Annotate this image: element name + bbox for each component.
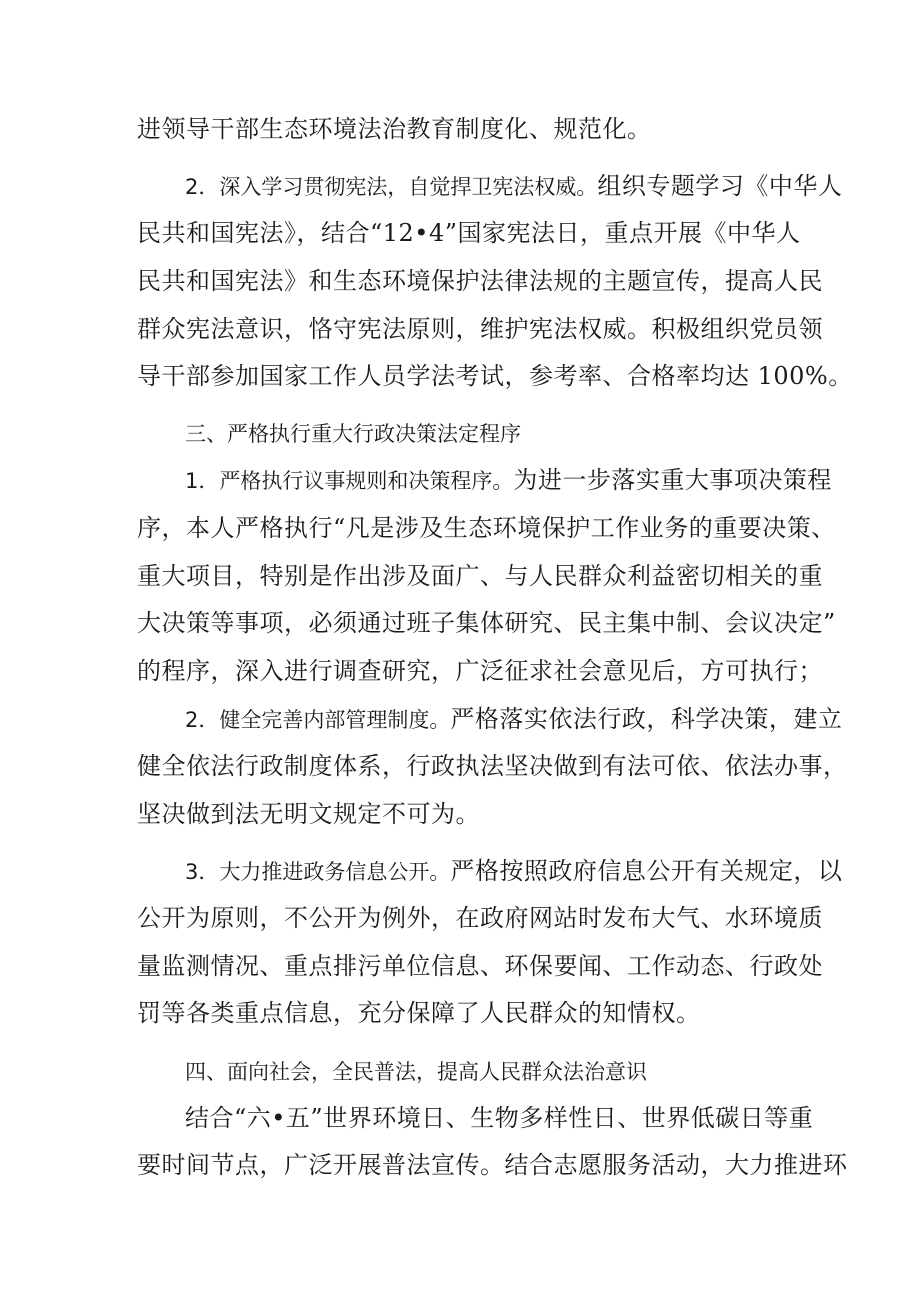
section-heading: 三、严格执行重大行政决策法定程序: [185, 422, 521, 446]
paragraph-line: 导干部参加国家工作人员学法考试，参考率、合格率均达 100%。: [137, 362, 853, 390]
section-heading: 四、面向社会，全民普法，提高人民群众法治意识: [185, 1060, 647, 1084]
paragraph-line: 民共和国宪法》和生态环境保护法律法规的主题宣传，提高人民: [137, 267, 823, 295]
paragraph-line: 的程序，深入进行调查研究，广泛征求社会意见后，方可执行；: [137, 657, 823, 685]
paragraph-first-line: [185, 855, 843, 887]
paragraph-text: 为进一步落实重大事项决策程: [513, 466, 832, 494]
paragraph-text: 严格按照政府信息公开有关规定，以: [450, 857, 843, 885]
paragraph-line: 序，本人严格执行“凡是涉及生态环境保护工作业务的重要决策、: [137, 514, 836, 542]
paragraph-line: 量监测情况、重点排污单位信息、环保要闻、工作动态、行政处: [137, 952, 823, 980]
paragraph-line: 坚决做到法无明文规定不可为。: [137, 800, 480, 828]
paragraph-line: 要时间节点，广泛开展普法宣传。结合志愿服务活动，大力推进环: [137, 1151, 848, 1179]
paragraph-text: 组织专题学习《中华人: [597, 172, 843, 200]
paragraph-line: 罚等各类重点信息，充分保障了人民群众的知情权。: [137, 999, 701, 1027]
paragraph-first-line: 结合“六•五”世界环境日、生物多样性日、世界低碳日等重: [185, 1104, 814, 1132]
paragraph-line: 进领导干部生态环境法治教育制度化、规范化。: [137, 115, 652, 143]
paragraph-first-line: [185, 170, 843, 202]
paragraph-text: 严格落实依法行政，科学决策，建立: [450, 705, 843, 733]
paragraph-line: 重大项目，特别是作出涉及面广、与人民群众利益密切相关的重: [137, 562, 823, 590]
paragraph-lead: 2．深入学习贯彻宪法，自觉捍卫宪法权威。: [185, 175, 598, 199]
paragraph-lead: 1．严格执行议事规则和决策程序。: [185, 469, 514, 493]
paragraph-line: 大决策等事项，必须通过班子集体研究、民主集中制、会议决定”: [137, 609, 836, 637]
paragraph-lead: 3．大力推进政务信息公开。: [185, 860, 451, 884]
paragraph-line: 群众宪法意识，恪守宪法原则，维护宪法权威。积极组织党员领: [137, 315, 823, 343]
paragraph-line: 民共和国宪法》，结合“12•4”国家宪法日，重点开展《中华人: [137, 219, 801, 247]
paragraph-line: 健全依法行政制度体系，行政执法坚决做到有法可依、依法办事，: [137, 752, 848, 780]
paragraph-lead: 2．健全完善内部管理制度。: [185, 708, 451, 732]
paragraph-line: 公开为原则，不公开为例外，在政府网站时发布大气、水环境质: [137, 904, 823, 932]
paragraph-first-line: [185, 703, 843, 735]
paragraph-first-line: [185, 464, 832, 496]
